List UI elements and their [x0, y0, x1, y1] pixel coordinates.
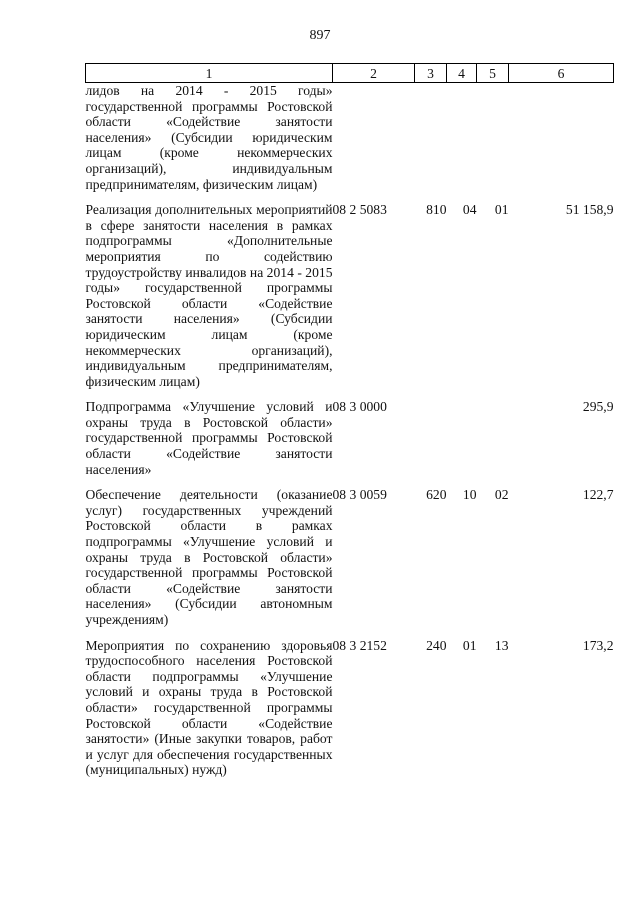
row-subsection	[477, 83, 509, 193]
column-header-2: 2	[333, 64, 415, 83]
column-header-5: 5	[477, 64, 509, 83]
row-subsection: 13	[494, 637, 509, 653]
row-expense-type: 240	[426, 637, 447, 653]
row-description: Обеспечение деятельности (оказание услуг) государственных учреждений Ростовской области в рамках подпрограммы «Улучшение условий и охраны труда в Ростовской области» государственной программы Ростовской области «Содействие занятости населения» (Субсидии автономным учреждениям)	[85, 487, 333, 627]
table-row	[86, 638, 614, 778]
table-row	[86, 487, 614, 627]
row-description: лидов на 2014 - 2015 годы» государственной программы Ростовской области «Содействие занятости населения» (Субсидии юридическим лицам (кроме некоммерческих организаций), индивидуальным предпринимателям, физическим лицам)	[85, 83, 333, 192]
row-target-code: 08 3 0059	[332, 487, 387, 503]
table-row	[86, 83, 614, 193]
row-subsection: 02	[494, 487, 509, 503]
row-expense-type	[415, 399, 447, 477]
column-header-4: 4	[447, 64, 477, 83]
row-expense-type: 810	[426, 202, 447, 218]
column-header-6: 6	[509, 64, 614, 83]
row-section	[447, 83, 477, 193]
row-description: Реализация дополнительных мероприятий в сфере занятости населения в рамках подпрограммы «Дополнительные мероприятия по содействию трудоустройству инвалидов на 2014 - 2015 годы» государственной программы Ростовской области «Содействие занятости населения» (Субсидии юридическим лицам (кроме некоммерческих организаций), индивидуальным предпринимателям, физическим лицам)	[85, 202, 333, 389]
row-amount: 173,2	[582, 637, 614, 653]
row-target-code	[333, 83, 415, 193]
row-target-code: 08 3 0000	[332, 399, 387, 415]
table-row	[86, 399, 614, 477]
row-expense-type: 620	[426, 487, 447, 503]
row-description: Подпрограмма «Улучшение условий и охраны труда в Ростовской области» государственной программы Ростовской области «Содействие занятости населения»	[85, 399, 333, 477]
row-amount: 122,7	[582, 487, 614, 503]
row-section: 01	[462, 637, 477, 653]
row-subsection	[477, 399, 509, 477]
table-row	[86, 202, 614, 389]
page-number: 897	[309, 28, 331, 43]
column-header-1: 1	[86, 64, 333, 83]
row-target-code: 08 3 2152	[332, 637, 387, 653]
row-description: Мероприятия по сохранению здоровья трудоспособного населения Ростовской области подпрограммы «Улучшение условий и охраны труда в Ростовской области» государственной программы Ростовской области «Содействие занятости» (Иные закупки товаров, работ и услуг для обеспечения государственных (муниципальных) нужд)	[85, 637, 333, 778]
row-expense-type	[415, 83, 447, 193]
row-section	[447, 399, 477, 477]
row-target-code: 08 2 5083	[332, 202, 387, 218]
column-header-3: 3	[415, 64, 447, 83]
row-section: 04	[462, 202, 477, 218]
table-header-row	[86, 64, 614, 83]
row-amount: 295,9	[582, 399, 614, 415]
row-amount	[509, 83, 614, 193]
budget-table	[85, 63, 614, 778]
row-section: 10	[462, 487, 477, 503]
row-subsection: 01	[494, 202, 509, 218]
row-amount: 51 158,9	[565, 202, 614, 218]
